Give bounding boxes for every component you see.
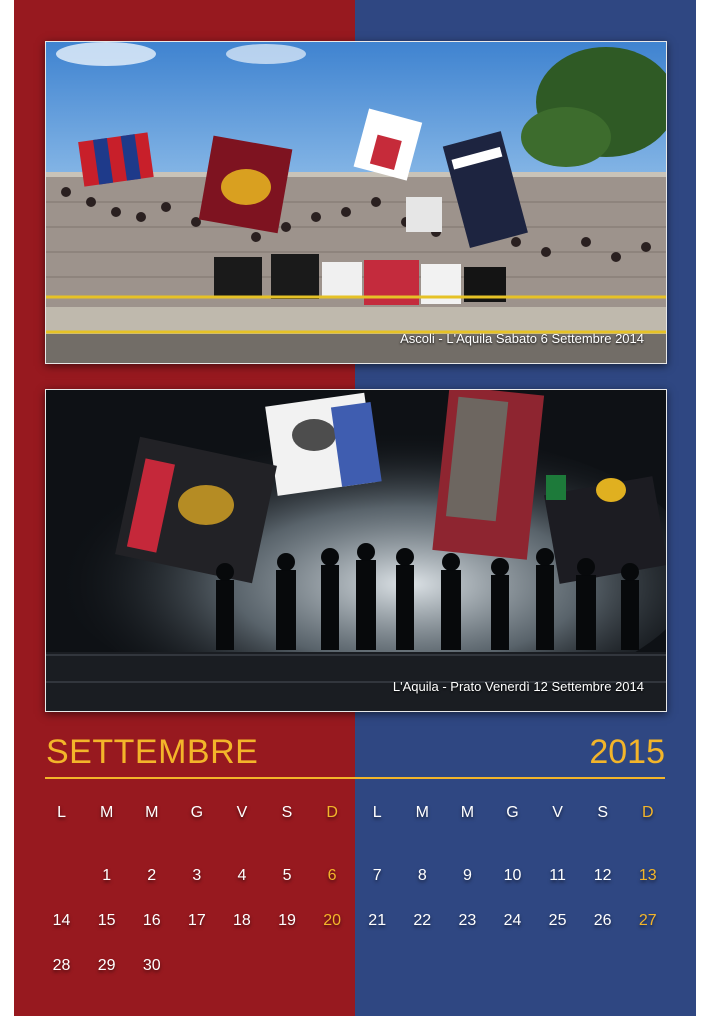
day-cell: 2 [147, 867, 157, 884]
day-cell-sunday [310, 943, 355, 988]
day-cell: 28 [52, 957, 71, 974]
month-title: SETTEMBRE [46, 733, 259, 771]
weekday-label: S [281, 804, 293, 821]
weekday-label: M [99, 804, 114, 821]
day-cell: 10 [503, 867, 522, 884]
weekday-label: V [236, 804, 248, 821]
day-cell [400, 943, 445, 988]
day-cell: 19 [278, 912, 296, 929]
day-cell: 5 [282, 867, 292, 884]
day-cell: 25 [548, 912, 567, 929]
week-row [39, 853, 671, 898]
weekday-label: S [597, 804, 608, 821]
weekday-header-row [39, 796, 671, 830]
calendar-grid [39, 796, 671, 988]
day-cell: 30 [142, 957, 161, 974]
day-cell: 16 [142, 912, 161, 929]
day-cell: 24 [503, 912, 522, 929]
day-cell [39, 853, 84, 898]
day-cell [445, 943, 490, 988]
day-cell: 18 [233, 912, 251, 929]
day-cell: 1 [102, 867, 112, 884]
day-cell: 11 [549, 867, 566, 884]
weekday-label: M [145, 804, 159, 821]
day-cell: 9 [462, 867, 472, 884]
day-cell: 4 [237, 867, 247, 884]
week-row [39, 943, 671, 988]
day-cell [174, 943, 219, 988]
day-cell: 23 [458, 912, 477, 929]
week-row [39, 898, 671, 943]
day-cell: 3 [192, 867, 202, 884]
day-cell: 17 [187, 912, 206, 929]
day-cell-sunday: 13 [638, 867, 657, 884]
weekday-label: M [460, 804, 475, 821]
day-cell-sunday: 20 [323, 912, 341, 929]
weekday-label-sunday: D [641, 804, 654, 821]
photo-caption: Ascoli - L'Aquila Sabato 6 Settembre 2014 [400, 331, 644, 346]
day-cell-sunday: 6 [327, 867, 337, 884]
day-cell-sunday [625, 943, 670, 988]
day-cell [580, 943, 625, 988]
day-cell [490, 943, 535, 988]
day-cell: 12 [593, 867, 612, 884]
day-cell [355, 943, 400, 988]
day-cell-sunday: 27 [638, 912, 657, 929]
photo-ascoli-laquila [45, 41, 667, 364]
weekday-label: V [552, 804, 563, 821]
weekday-label: G [190, 804, 204, 821]
photo-laquila-prato [45, 389, 667, 712]
day-cell [264, 943, 309, 988]
stadium-night-image [46, 390, 666, 711]
photo-caption: L'Aquila - Prato Venerdì 12 Settembre 2014 [392, 679, 644, 694]
day-cell [535, 943, 580, 988]
day-cell: 21 [368, 912, 387, 929]
stadium-day-image [46, 42, 666, 363]
day-cell: 14 [52, 912, 71, 929]
day-cell: 29 [97, 957, 116, 974]
day-cell: 15 [97, 912, 116, 929]
weekday-label: L [57, 804, 66, 821]
day-cell: 7 [372, 867, 382, 884]
day-cell: 26 [593, 912, 612, 929]
weekday-label-sunday: D [326, 804, 338, 821]
weekday-label: G [506, 804, 519, 821]
weekday-label: M [415, 804, 429, 821]
day-cell: 8 [417, 867, 427, 884]
weekday-label: L [372, 804, 382, 821]
header-rule [45, 777, 665, 779]
year-title: 2015 [589, 733, 665, 771]
day-cell [219, 943, 264, 988]
day-cell: 22 [413, 912, 432, 929]
